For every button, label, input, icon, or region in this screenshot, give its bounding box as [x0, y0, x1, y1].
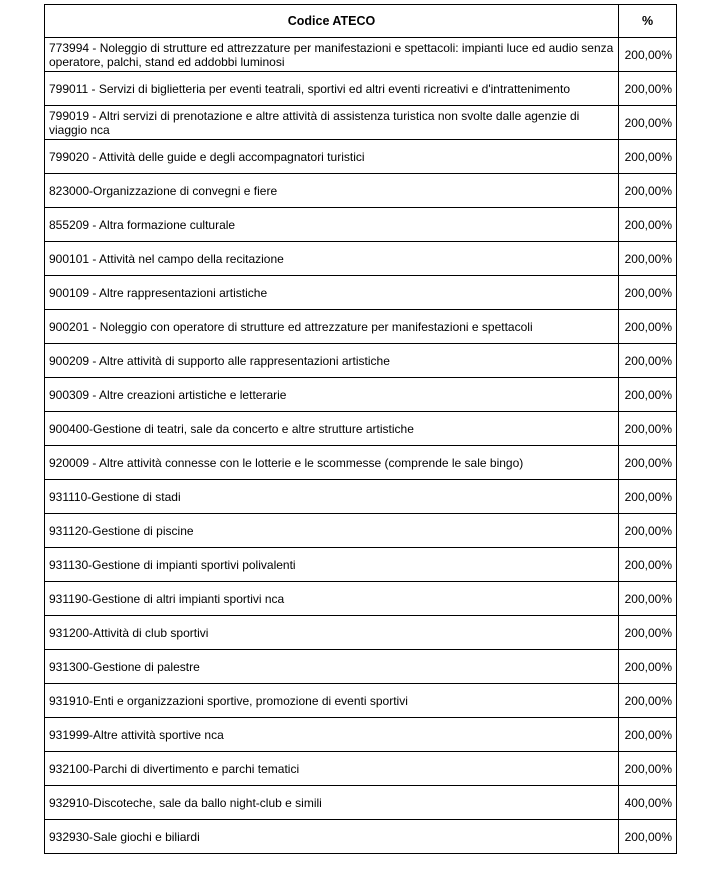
table-body — [45, 38, 677, 854]
percent-cell: 200,00% — [619, 174, 677, 208]
table-row — [45, 752, 677, 786]
percent-cell: 200,00% — [619, 378, 677, 412]
percent-cell: 200,00% — [619, 344, 677, 378]
table-row — [45, 378, 677, 412]
table-row — [45, 208, 677, 242]
ateco-description-cell: 920009 - Altre attività connesse con le lotterie e le scommesse (comprende le sale bingo) — [45, 446, 619, 480]
ateco-description-cell: 900400-Gestione di teatri, sale da concerto e altre strutture artistiche — [45, 412, 619, 446]
ateco-description-cell: 932100-Parchi di divertimento e parchi tematici — [45, 752, 619, 786]
percent-cell: 200,00% — [619, 140, 677, 174]
table-row — [45, 310, 677, 344]
header-percent: % — [619, 5, 677, 38]
table-row — [45, 344, 677, 378]
ateco-description-cell: 932930-Sale giochi e biliardi — [45, 820, 619, 854]
percent-cell: 200,00% — [619, 446, 677, 480]
ateco-description-cell: 931200-Attività di club sportivi — [45, 616, 619, 650]
table-row — [45, 140, 677, 174]
table-row — [45, 582, 677, 616]
percent-cell: 200,00% — [619, 208, 677, 242]
ateco-description-cell: 823000-Organizzazione di convegni e fiere — [45, 174, 619, 208]
percent-cell: 200,00% — [619, 310, 677, 344]
table-row — [45, 684, 677, 718]
ateco-description-cell: 900309 - Altre creazioni artistiche e letterarie — [45, 378, 619, 412]
table-row — [45, 786, 677, 820]
table-row — [45, 38, 677, 72]
table-row — [45, 650, 677, 684]
table-row — [45, 820, 677, 854]
percent-cell: 200,00% — [619, 650, 677, 684]
percent-cell: 200,00% — [619, 38, 677, 72]
table-row — [45, 514, 677, 548]
table-row — [45, 616, 677, 650]
ateco-description-cell: 799020 - Attività delle guide e degli accompagnatori turistici — [45, 140, 619, 174]
ateco-description-cell: 900201 - Noleggio con operatore di strutture ed attrezzature per manifestazioni e spettacoli — [45, 310, 619, 344]
ateco-description-cell: 900209 - Altre attività di supporto alle rappresentazioni artistiche — [45, 344, 619, 378]
percent-cell: 200,00% — [619, 718, 677, 752]
header-codice-ateco: Codice ATECO — [45, 5, 619, 38]
table-row — [45, 480, 677, 514]
ateco-description-cell: 799019 - Altri servizi di prenotazione e altre attività di assistenza turistica non svolte dalle agenzie di viaggio nca — [45, 106, 619, 140]
ateco-description-cell: 931910-Enti e organizzazioni sportive, promozione di eventi sportivi — [45, 684, 619, 718]
ateco-description-cell: 799011 - Servizi di biglietteria per eventi teatrali, sportivi ed altri eventi ricreativi e d'intrattenimento — [45, 72, 619, 106]
ateco-description-cell: 855209 - Altra formazione culturale — [45, 208, 619, 242]
percent-cell: 200,00% — [619, 582, 677, 616]
percent-cell: 200,00% — [619, 276, 677, 310]
table-row — [45, 548, 677, 582]
ateco-table — [44, 4, 677, 854]
percent-cell: 200,00% — [619, 684, 677, 718]
ateco-description-cell: 931110-Gestione di stadi — [45, 480, 619, 514]
ateco-description-cell: 931130-Gestione di impianti sportivi polivalenti — [45, 548, 619, 582]
table-header-row — [45, 5, 677, 38]
percent-cell: 200,00% — [619, 106, 677, 140]
ateco-description-cell: 931120-Gestione di piscine — [45, 514, 619, 548]
table-row — [45, 174, 677, 208]
ateco-description-cell: 773994 - Noleggio di strutture ed attrezzature per manifestazioni e spettacoli: impianti luce ed audio senza operatore, palchi, stand ed addobbi luminosi — [45, 38, 619, 72]
ateco-description-cell: 931300-Gestione di palestre — [45, 650, 619, 684]
percent-cell: 200,00% — [619, 616, 677, 650]
percent-cell: 200,00% — [619, 752, 677, 786]
percent-cell: 200,00% — [619, 412, 677, 446]
percent-cell: 200,00% — [619, 242, 677, 276]
table-row — [45, 72, 677, 106]
ateco-description-cell: 931190-Gestione di altri impianti sportivi nca — [45, 582, 619, 616]
percent-cell: 200,00% — [619, 548, 677, 582]
table-row — [45, 242, 677, 276]
percent-cell: 200,00% — [619, 820, 677, 854]
table-row — [45, 412, 677, 446]
ateco-description-cell: 900109 - Altre rappresentazioni artistiche — [45, 276, 619, 310]
percent-cell: 200,00% — [619, 514, 677, 548]
percent-cell: 400,00% — [619, 786, 677, 820]
percent-cell: 200,00% — [619, 72, 677, 106]
table-row — [45, 446, 677, 480]
percent-cell: 200,00% — [619, 480, 677, 514]
ateco-description-cell: 932910-Discoteche, sale da ballo night-club e simili — [45, 786, 619, 820]
table-row — [45, 106, 677, 140]
ateco-description-cell: 900101 - Attività nel campo della recitazione — [45, 242, 619, 276]
table-row — [45, 276, 677, 310]
table-row — [45, 718, 677, 752]
ateco-description-cell: 931999-Altre attività sportive nca — [45, 718, 619, 752]
